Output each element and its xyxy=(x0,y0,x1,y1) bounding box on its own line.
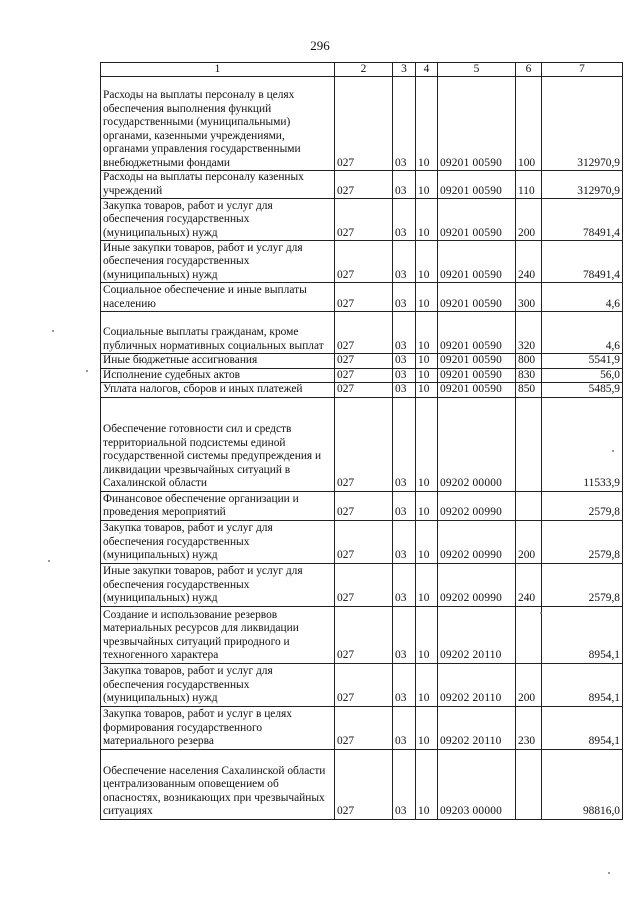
scan-speck xyxy=(612,450,614,452)
row-expense-type: 240 xyxy=(516,563,542,606)
row-expense-type: 200 xyxy=(516,663,542,706)
page-number: 296 xyxy=(310,38,330,53)
scan-speck xyxy=(86,370,88,372)
table-row xyxy=(101,606,623,663)
row-subsection: 10 xyxy=(416,77,438,171)
row-subsection: 10 xyxy=(416,397,438,491)
row-amount: 312970,9 xyxy=(542,77,623,171)
row-expense-type: 110 xyxy=(516,171,542,199)
row-name: Социальные выплаты гражданам, кроме публичных нормативных социальных выплат xyxy=(101,312,335,354)
table-row xyxy=(101,368,623,383)
row-expense-type: 240 xyxy=(516,241,542,283)
row-subsection: 10 xyxy=(416,491,438,520)
row-name: Исполнение судебных актов xyxy=(101,368,335,383)
row-subsection: 10 xyxy=(416,520,438,563)
table-row xyxy=(101,77,623,171)
row-name: Расходы на выплаты персоналу казенных учреждений xyxy=(101,171,335,199)
row-subsection: 10 xyxy=(416,749,438,819)
row-name: Закупка товаров, работ и услуг для обеспечения государственных (муниципальных) нужд xyxy=(101,199,335,241)
row-amount: 78491,4 xyxy=(542,199,623,241)
row-subsection: 10 xyxy=(416,171,438,199)
row-amount: 4,6 xyxy=(542,312,623,354)
row-subsection: 10 xyxy=(416,283,438,312)
header-cell-2: 2 xyxy=(335,63,393,77)
row-section: 03 xyxy=(393,368,416,383)
row-expense-type: 100 xyxy=(516,77,542,171)
row-expense-type: 200 xyxy=(516,199,542,241)
budget-table xyxy=(100,62,623,820)
row-expense-type: 850 xyxy=(516,383,542,398)
row-amount: 11533,9 xyxy=(542,397,623,491)
row-code: 027 xyxy=(335,171,393,199)
row-code: 027 xyxy=(335,663,393,706)
row-section: 03 xyxy=(393,77,416,171)
table-row xyxy=(101,706,623,749)
table-row xyxy=(101,199,623,241)
row-target-article: 09202 00000 xyxy=(438,397,516,491)
row-amount: 5541,9 xyxy=(542,354,623,369)
row-target-article: 09201 00590 xyxy=(438,171,516,199)
table-row xyxy=(101,283,623,312)
row-amount: 8954,1 xyxy=(542,706,623,749)
header-cell-6: 6 xyxy=(516,63,542,77)
row-code: 027 xyxy=(335,706,393,749)
row-code: 027 xyxy=(335,397,393,491)
row-section: 03 xyxy=(393,663,416,706)
row-name: Закупка товаров, работ и услуг в целях формирования государственного материального резерва xyxy=(101,706,335,749)
row-code: 027 xyxy=(335,563,393,606)
row-section: 03 xyxy=(393,397,416,491)
row-target-article: 09202 00990 xyxy=(438,520,516,563)
row-target-article: 09201 00590 xyxy=(438,312,516,354)
row-amount: 8954,1 xyxy=(542,663,623,706)
row-name: Социальное обеспечение и иные выплаты населению xyxy=(101,283,335,312)
row-amount: 2579,8 xyxy=(542,520,623,563)
row-code: 027 xyxy=(335,312,393,354)
row-target-article: 09202 20110 xyxy=(438,606,516,663)
row-subsection: 10 xyxy=(416,383,438,398)
row-subsection: 10 xyxy=(416,606,438,663)
row-code: 027 xyxy=(335,77,393,171)
row-expense-type: 830 xyxy=(516,368,542,383)
header-cell-1: 1 xyxy=(101,63,335,77)
row-name: Иные закупки товаров, работ и услуг для обеспечения государственных (муниципальных) нужд xyxy=(101,241,335,283)
row-expense-type xyxy=(516,491,542,520)
table-row xyxy=(101,563,623,606)
row-expense-type: 200 xyxy=(516,520,542,563)
row-amount: 8954,1 xyxy=(542,606,623,663)
row-section: 03 xyxy=(393,706,416,749)
row-subsection: 10 xyxy=(416,368,438,383)
row-subsection: 10 xyxy=(416,199,438,241)
row-subsection: 10 xyxy=(416,563,438,606)
row-subsection: 10 xyxy=(416,354,438,369)
row-target-article: 09201 00590 xyxy=(438,77,516,171)
row-target-article: 09201 00590 xyxy=(438,354,516,369)
row-amount: 4,6 xyxy=(542,283,623,312)
table-row xyxy=(101,312,623,354)
row-target-article: 09202 20110 xyxy=(438,663,516,706)
table-row xyxy=(101,749,623,819)
row-amount: 312970,9 xyxy=(542,171,623,199)
row-code: 027 xyxy=(335,199,393,241)
row-section: 03 xyxy=(393,171,416,199)
row-name: Уплата налогов, сборов и иных платежей xyxy=(101,383,335,398)
row-code: 027 xyxy=(335,491,393,520)
header-cell-7: 7 xyxy=(542,63,623,77)
row-target-article: 09202 20110 xyxy=(438,706,516,749)
row-name: Финансовое обеспечение организации и проведения мероприятий xyxy=(101,491,335,520)
table-row xyxy=(101,383,623,398)
row-expense-type: 800 xyxy=(516,354,542,369)
row-target-article: 09201 00590 xyxy=(438,368,516,383)
row-code: 027 xyxy=(335,241,393,283)
row-amount: 2579,8 xyxy=(542,563,623,606)
row-subsection: 10 xyxy=(416,663,438,706)
row-section: 03 xyxy=(393,563,416,606)
row-expense-type xyxy=(516,397,542,491)
row-section: 03 xyxy=(393,354,416,369)
row-expense-type xyxy=(516,606,542,663)
row-section: 03 xyxy=(393,241,416,283)
row-subsection: 10 xyxy=(416,241,438,283)
scan-speck xyxy=(540,612,542,614)
row-code: 027 xyxy=(335,383,393,398)
row-target-article: 09202 00990 xyxy=(438,563,516,606)
table-row xyxy=(101,491,623,520)
table-row xyxy=(101,520,623,563)
row-name: Создание и использование резервов материальных ресурсов для ликвидации чрезвычайных ситуаций природного и техногенного характера xyxy=(101,606,335,663)
row-expense-type: 230 xyxy=(516,706,542,749)
row-amount: 2579,8 xyxy=(542,491,623,520)
scan-speck xyxy=(48,560,50,562)
row-section: 03 xyxy=(393,283,416,312)
table-row xyxy=(101,397,623,491)
row-name: Иные закупки товаров, работ и услуг для обеспечения государственных (муниципальных) нужд xyxy=(101,563,335,606)
table-row xyxy=(101,171,623,199)
header-row xyxy=(101,63,623,77)
row-code: 027 xyxy=(335,520,393,563)
row-target-article: 09201 00590 xyxy=(438,383,516,398)
table-row xyxy=(101,663,623,706)
row-name: Иные бюджетные ассигнования xyxy=(101,354,335,369)
row-section: 03 xyxy=(393,606,416,663)
header-cell-5: 5 xyxy=(438,63,516,77)
row-section: 03 xyxy=(393,520,416,563)
header-cell-4: 4 xyxy=(416,63,438,77)
row-amount: 98816,0 xyxy=(542,749,623,819)
row-amount: 5485,9 xyxy=(542,383,623,398)
row-target-article: 09201 00590 xyxy=(438,241,516,283)
row-expense-type xyxy=(516,749,542,819)
row-code: 027 xyxy=(335,283,393,312)
row-code: 027 xyxy=(335,354,393,369)
row-section: 03 xyxy=(393,749,416,819)
row-amount: 56,0 xyxy=(542,368,623,383)
row-name: Обеспечение населения Сахалинской области централизованным оповещением об опасностях, возникающих при чрезвычайных ситуациях xyxy=(101,749,335,819)
row-name: Закупка товаров, работ и услуг для обеспечения государственных (муниципальных) нужд xyxy=(101,520,335,563)
table-row xyxy=(101,354,623,369)
scan-speck xyxy=(608,872,610,874)
row-name: Расходы на выплаты персоналу в целях обеспечения выполнения функций государственными (муниципальными) органами, казенными учреждениями, органами управления государственными внебюджетными фондами xyxy=(101,77,335,171)
row-name: Обеспечение готовности сил и средств территориальной подсистемы единой государственной системы предупреждения и ликвидации чрезвычайных ситуаций в Сахалинской области xyxy=(101,397,335,491)
row-subsection: 10 xyxy=(416,706,438,749)
header-cell-3: 3 xyxy=(393,63,416,77)
row-subsection: 10 xyxy=(416,312,438,354)
row-section: 03 xyxy=(393,383,416,398)
row-section: 03 xyxy=(393,491,416,520)
row-name: Закупка товаров, работ и услуг для обеспечения государственных (муниципальных) нужд xyxy=(101,663,335,706)
row-expense-type: 300 xyxy=(516,283,542,312)
row-section: 03 xyxy=(393,312,416,354)
table-row xyxy=(101,241,623,283)
row-expense-type: 320 xyxy=(516,312,542,354)
row-code: 027 xyxy=(335,368,393,383)
row-target-article: 09202 00990 xyxy=(438,491,516,520)
row-target-article: 09203 00000 xyxy=(438,749,516,819)
row-section: 03 xyxy=(393,199,416,241)
row-code: 027 xyxy=(335,606,393,663)
row-target-article: 09201 00590 xyxy=(438,199,516,241)
row-code: 027 xyxy=(335,749,393,819)
row-amount: 78491,4 xyxy=(542,241,623,283)
row-target-article: 09201 00590 xyxy=(438,283,516,312)
scan-speck xyxy=(52,330,54,332)
